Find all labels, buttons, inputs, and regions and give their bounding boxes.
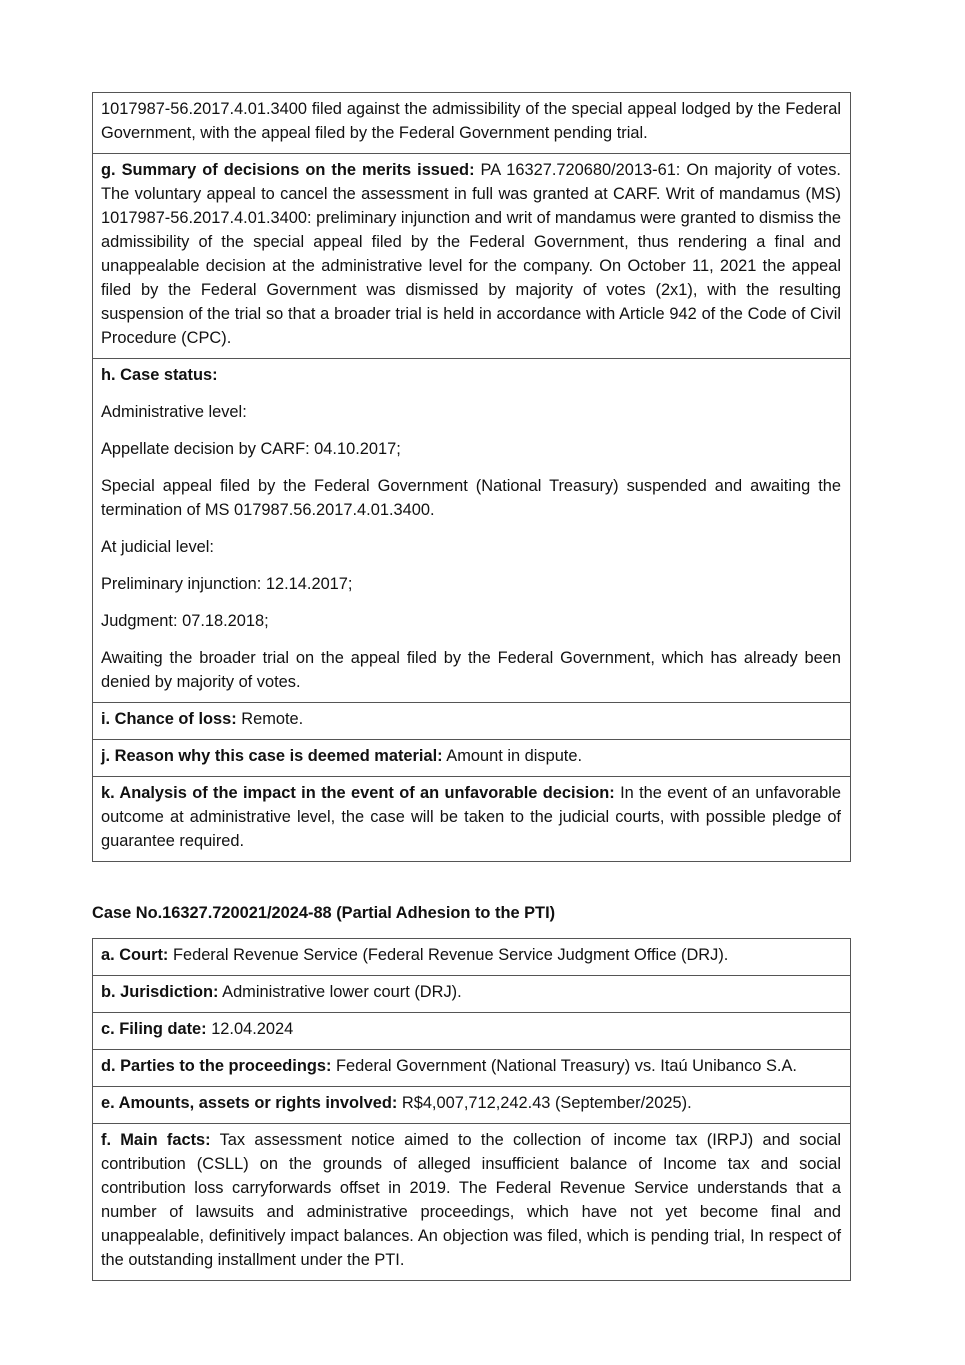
row-label: b. Jurisdiction: [101,983,219,1001]
status-paragraph: Preliminary injunction: 12.14.2017; [101,575,353,593]
court-paragraph [101,943,841,967]
row-label: d. Parties to the proceedings: [101,1057,332,1075]
row-k-impact-analysis [93,776,850,861]
row-label: a. Court: [101,946,169,964]
row-text: PA 16327.720680/2013-61: On majority of votes. The voluntary appeal to cancel the assessment in full was granted at CARF. Writ of mandamus (MS) 1017987-56.2017.4.01.3400: preliminary injunction and writ of mandamus were granted to dismiss the admissibility of the special appeal filed by the Federal Government, thus rendering a final and unappealable decision at the administrative level for the company. On October 11, 2021 the appeal filed by the Federal Government was dismissed by majority of votes (2x1), with the resulting suspension of the trial so that a broader trial is held in accordance with Article 942 of the Code of Civil Procedure (CPC). [101,161,841,347]
row-text: In the event of an unfavorable outcome at administrative level, the case will be taken to the judicial courts, with possible pledge of guarantee required. [101,784,841,850]
row-text: Amount in dispute. [442,747,583,765]
row-i-chance-of-loss [93,702,850,739]
row-j-reason-material [93,739,850,776]
row-label: c. Filing date: [101,1020,207,1038]
row-continuation [93,93,850,153]
row-label: f. Main facts: [101,1131,211,1149]
row-h-case-status [93,358,850,702]
row-label: i. Chance of loss: [101,710,237,728]
row-text: Remote. [236,710,304,728]
row-text: R$4,007,712,242.43 (September/2025). [397,1094,692,1112]
row-text: Federal Revenue Service (Federal Revenue Service Judgment Office (DRJ). [168,946,729,964]
row-e-amounts [93,1086,850,1123]
row-g-summary-decisions [93,153,850,358]
filing-date-paragraph [101,1017,841,1041]
case-heading: Case No.16327.720021/2024-88 (Partial Adhesion to the PTI) [92,904,556,922]
chance-of-loss-paragraph [101,707,841,731]
row-text: Tax assessment notice aimed to the collection of income tax (IRPJ) and social contribution (CSLL) on the grounds of alleged insufficient balance of Income tax and social contribution loss carryforwards offset in 2019. The Federal Revenue Service understands that a number of lawsuits and administrative proceedings, which have not yet become final and unappealable, definitively impact balances. An objection was filed, which is pending trial, In respect of the outstanding installment under the PTI. [101,1131,841,1269]
case-details-table-2 [92,938,851,1281]
row-a-court [93,939,850,975]
row-label: h. Case status: [101,366,218,384]
row-label: k. Analysis of the impact in the event of an unfavorable decision: [101,784,615,802]
row-f-main-facts [93,1123,850,1280]
parties-paragraph [101,1054,841,1078]
continuation-text: 1017987-56.2017.4.01.3400 filed against the admissibility of the special appeal lodged by the Federal Government, with the appeal filed by the Federal Government pending trial. [101,100,841,142]
status-paragraph: Awaiting the broader trial on the appeal filed by the Federal Government, which has already been denied by majority of votes. [101,649,841,691]
status-paragraph: Special appeal filed by the Federal Government (National Treasury) suspended and awaiting the termination of MS 017987.56.2017.4.01.3400. [101,477,841,519]
row-b-jurisdiction [93,975,850,1012]
jurisdiction-paragraph [101,980,841,1004]
status-paragraph: Administrative level: [101,403,247,421]
main-facts-paragraph [101,1128,841,1272]
status-paragraph: Appellate decision by CARF: 04.10.2017; [101,440,401,458]
row-text: 12.04.2024 [206,1020,294,1038]
row-label: g. Summary of decisions on the merits issued: [101,161,475,179]
summary-decisions-paragraph [101,158,841,350]
impact-analysis-paragraph [101,781,841,853]
row-text: Federal Government (National Treasury) vs. Itaú Unibanco S.A. [331,1057,797,1075]
reason-material-paragraph [101,744,841,768]
row-text: Administrative lower court (DRJ). [218,983,462,1001]
row-d-parties [93,1049,850,1086]
status-paragraph: Judgment: 07.18.2018; [101,612,269,630]
amounts-paragraph [101,1091,841,1115]
row-c-filing-date [93,1012,850,1049]
row-label: j. Reason why this case is deemed material: [101,747,443,765]
status-paragraph: At judicial level: [101,538,214,556]
row-label: e. Amounts, assets or rights involved: [101,1094,398,1112]
case-details-table-1 [92,92,851,862]
